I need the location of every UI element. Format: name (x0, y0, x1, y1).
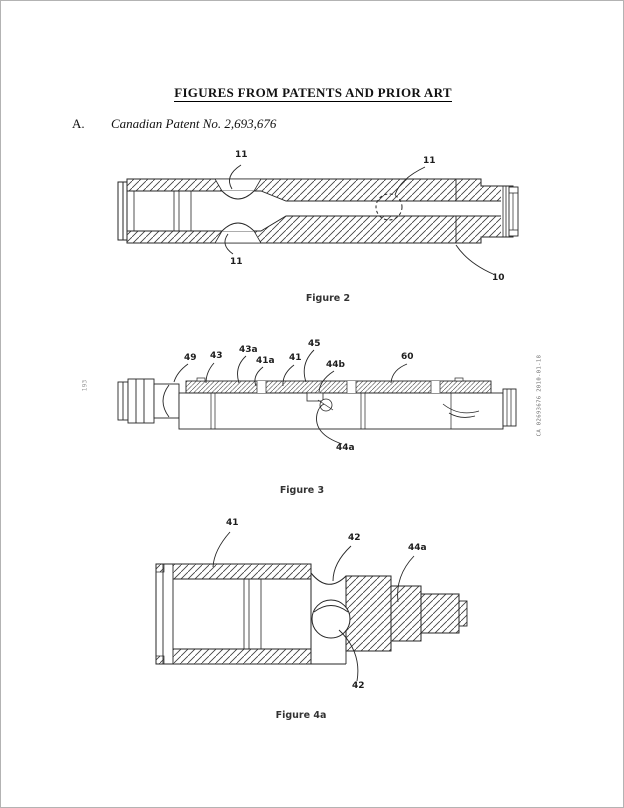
ref-label: 41 (226, 518, 239, 528)
section-label: A. (72, 116, 85, 131)
ref-label: 41 (289, 353, 302, 363)
left-margin-stamp: 193 (81, 379, 89, 392)
ref-label: 41a (256, 356, 275, 366)
figure3-drawing (111, 336, 531, 451)
ref-label: 43 (210, 351, 223, 361)
figure3-caption: Figure 3 (279, 485, 325, 496)
figure4a-caption: Figure 4a (275, 710, 327, 721)
section-patent-title: Canadian Patent No. 2,693,676 (111, 116, 277, 131)
ref-label: 11 (230, 257, 243, 267)
ref-label: 60 (401, 352, 414, 362)
page-title (1, 84, 624, 102)
page-title-text: FIGURES FROM PATENTS AND PRIOR ART (174, 85, 452, 100)
ref-label: 42 (348, 533, 361, 543)
ref-label: 42 (352, 681, 365, 691)
ref-label: 49 (184, 353, 197, 363)
ref-label: 44a (336, 443, 355, 453)
ref-label: 44a (408, 543, 427, 553)
ref-label: 43a (239, 345, 258, 355)
ref-label: 11 (423, 156, 436, 166)
ref-label: 44b (326, 360, 345, 370)
ref-label: 45 (308, 339, 321, 349)
ref-label: 11 (235, 150, 248, 160)
ref-label: 10 (492, 273, 505, 283)
figure2-drawing (111, 146, 531, 296)
right-margin-stamp: CA 02693676 2010-01-18 (536, 354, 543, 437)
figure2-caption: Figure 2 (305, 293, 351, 304)
figure4a-drawing (146, 516, 476, 686)
